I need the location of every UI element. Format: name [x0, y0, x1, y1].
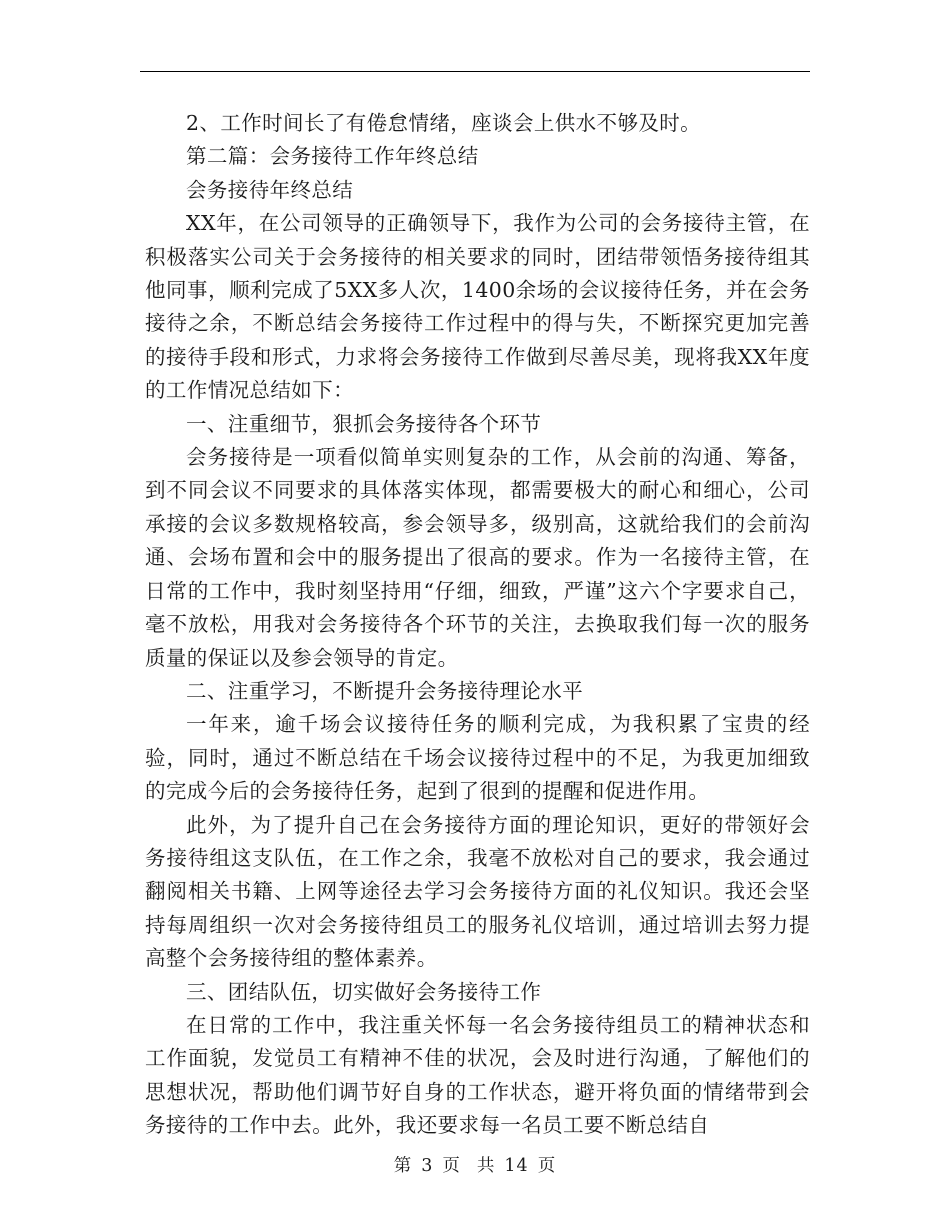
section-heading-3: 三、团结队伍，切实做好会务接待工作 [186, 979, 542, 1004]
paragraph-learning: 一年来，逾千场会议接待任务的顺利完成，为我积累了宝贵的经验，同时，通过不断总结在千场会议接待过程中的不足，为我更加细致的完成今后的会务接待任务，起到了很到的提醒和促进作用。 [145, 712, 810, 804]
total-pages-number: 14 [504, 1156, 529, 1176]
section-heading-1: 一、注重细节，狠抓会务接待各个环节 [186, 411, 542, 436]
section-heading-chapter-2: 第二篇：会务接待工作年终总结 [186, 144, 479, 169]
page-number-footer [0, 1152, 950, 1177]
current-page-number: 3 [421, 1156, 434, 1176]
footer-page-label: 页 [442, 1156, 461, 1176]
document-body [145, 107, 810, 1143]
paragraph-team: 在日常的工作中，我注重关怀每一名会务接待组员工的精神状态和工作面貌，发觉员工有精神不佳的状况，会及时进行沟通，了解他们的思想状况，帮助他们调节好自身的工作状态，避开将负面的情绪带到会务接待的工作中去。此外，我还要求每一名员工要不断总结自 [145, 1012, 810, 1138]
header-rule [140, 71, 810, 72]
footer-total-label: 共 [476, 1156, 496, 1176]
paragraph-list-item-2: 2、工作时间长了有倦怠情绪，座谈会上供水不够及时。 [186, 111, 702, 135]
document-title: 会务接待年终总结 [186, 177, 354, 202]
paragraph-intro: XX年，在公司领导的正确领导下，我作为公司的会务接待主管，在积极落实公司关于会务接待的相关要求的同时，团结带领悟务接待组其他同事，顺利完成了5XX多人次，1400余场的会议接待任务，并在会务接待之余，不断总结会务接待工作过程中的得与失，不断探究更加完善的接待手段和形式，力求将会务接待工作做到尽善尽美，现将我XX年度的工作情况总结如下： [145, 211, 810, 403]
footer-prefix: 第 [393, 1156, 413, 1176]
section-heading-2: 二、注重学习，不断提升会务接待理论水平 [186, 678, 584, 703]
paragraph-details: 会务接待是一项看似简单实则复杂的工作，从会前的沟通、筹备，到不同会议不同要求的具体落实体现，都需要极大的耐心和细心，公司承接的会议多数规格较高，参会领导多，级别高，这就给我们的会前沟通、会场布置和会中的服务提出了很高的要求。作为一名接待主管，在日常的工作中，我时刻坚持用“仔细，细致，严谨”这六个字要求自己，毫不放松，用我对会务接待各个环节的关注，去换取我们每一次的服务质量的保证以及参会领导的肯定。 [145, 445, 810, 670]
footer-suffix: 页 [537, 1156, 557, 1176]
paragraph-training: 此外，为了提升自己在会务接待方面的理论知识，更好的带领好会务接待组这支队伍，在工作之余，我毫不放松对自己的要求，我会通过翻阅相关书籍、上网等途径去学习会务接待方面的礼仪知识。我还会坚持每周组织一次对会务接待组员工的服务礼仪培训，通过培训去努力提高整个会务接待组的整体素养。 [145, 812, 810, 971]
